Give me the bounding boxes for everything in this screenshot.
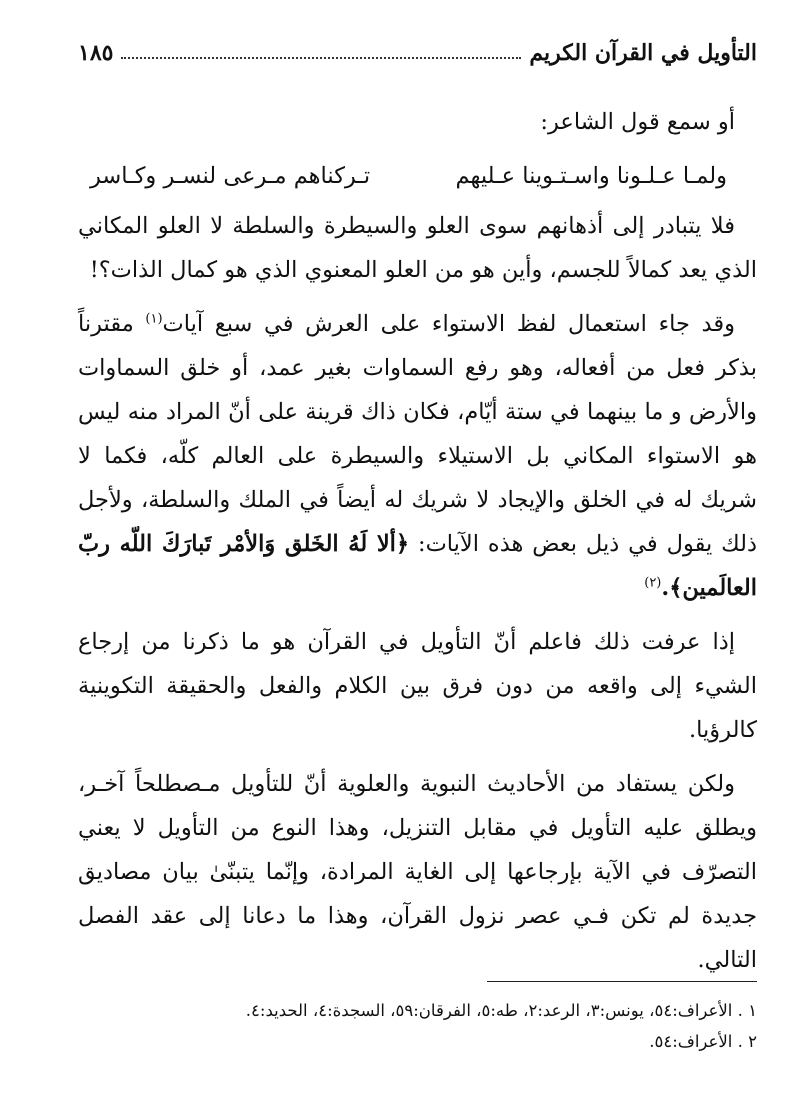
chapter-title: التأويل في القرآن الكريم [529,40,757,66]
header-leader-dots [121,57,521,59]
paragraph-1: فلا يتبادر إلى أذهانهم سوى العلو والسيطرة والسلطة لا العلو المكاني الذي يعد كمالاً للجسم، وأين هو من العلو المعنوي الذي هو كمال الذات؟! [78,213,757,283]
paragraph-3: إذا عرفت ذلك فاعلم أنّ التأويل في القرآن هو ما ذكرنا من إرجاع الشيء إلى واقعه من دون فرق بين الكلام والفعل والحقيقة التكوينية كالرؤيا. [78,629,757,743]
running-header [78,30,757,66]
footnote-ref-2: (٢) [644,575,662,591]
footnote-2: ٢ . الأعراف:٥٤. [649,1032,757,1051]
page-number: ١٨٥ [78,40,114,66]
footnotes [78,995,757,1057]
poem-second-hemistich: تـركناهم مـرعى لنسـر وكـاسر [90,163,371,189]
main-text [78,100,757,992]
poem-intro: أو سمع قول الشاعر: [540,109,735,135]
quran-verse: ﴿ألا لَهُ الخَلق وَالأمْر تَبارَكَ اللّه ربّ العالَمين﴾. [78,531,757,601]
poem-first-hemistich: ولمـا عـلـونا واسـتـوينا عـليهم [455,163,727,189]
paragraph-2-text-a: وقد جاء استعمال لفظ الاستواء على العرش في سبع آيات [162,311,735,337]
footnote-ref-1: (١) [145,311,163,327]
paragraph-2-text-b: مقترناً بذكر فعل من أفعاله، وهو رفع السماوات بغير عمد، أو خلق السماوات والأرض و ما بينهما في ستة أيّام، فكان ذاك قرينة على أنّ المراد منه ليس هو الاستواء المكاني بل الاستيلاء والسيطرة على العالم كلّه، فكما لا شريك له في الخلق والإيجاد لا شريك له أيضاً في الملك والسلطة، ولأجل ذلك يقول في ذيل بعض هذه الآيات: [78,311,757,557]
footnote-separator [487,981,757,982]
poem-verse [78,154,757,198]
paragraph-4: ولكن يستفاد من الأحاديث النبوية والعلوية أنّ للتأويل مـصطلحاً آخـر، ويطلق عليه التأويل في مقابل التنزيل، وهذا النوع من التأويل لا يعني التصرّف في الآية بإرجاعها إلى الغاية المرادة، وإنّما يتبنّىٰ بيان مصاديق جديدة لم تكن فـي عصر نزول القرآن، وهذا ما دعانا إلى عقد الفصل التالي. [78,771,757,973]
paragraph-2 [78,302,757,610]
footnote-1: ١ . الأعراف:٥٤، يونس:٣، الرعد:٢، طه:٥، الفرقان:٥٩، السجدة:٤، الحديد:٤. [245,1001,757,1020]
